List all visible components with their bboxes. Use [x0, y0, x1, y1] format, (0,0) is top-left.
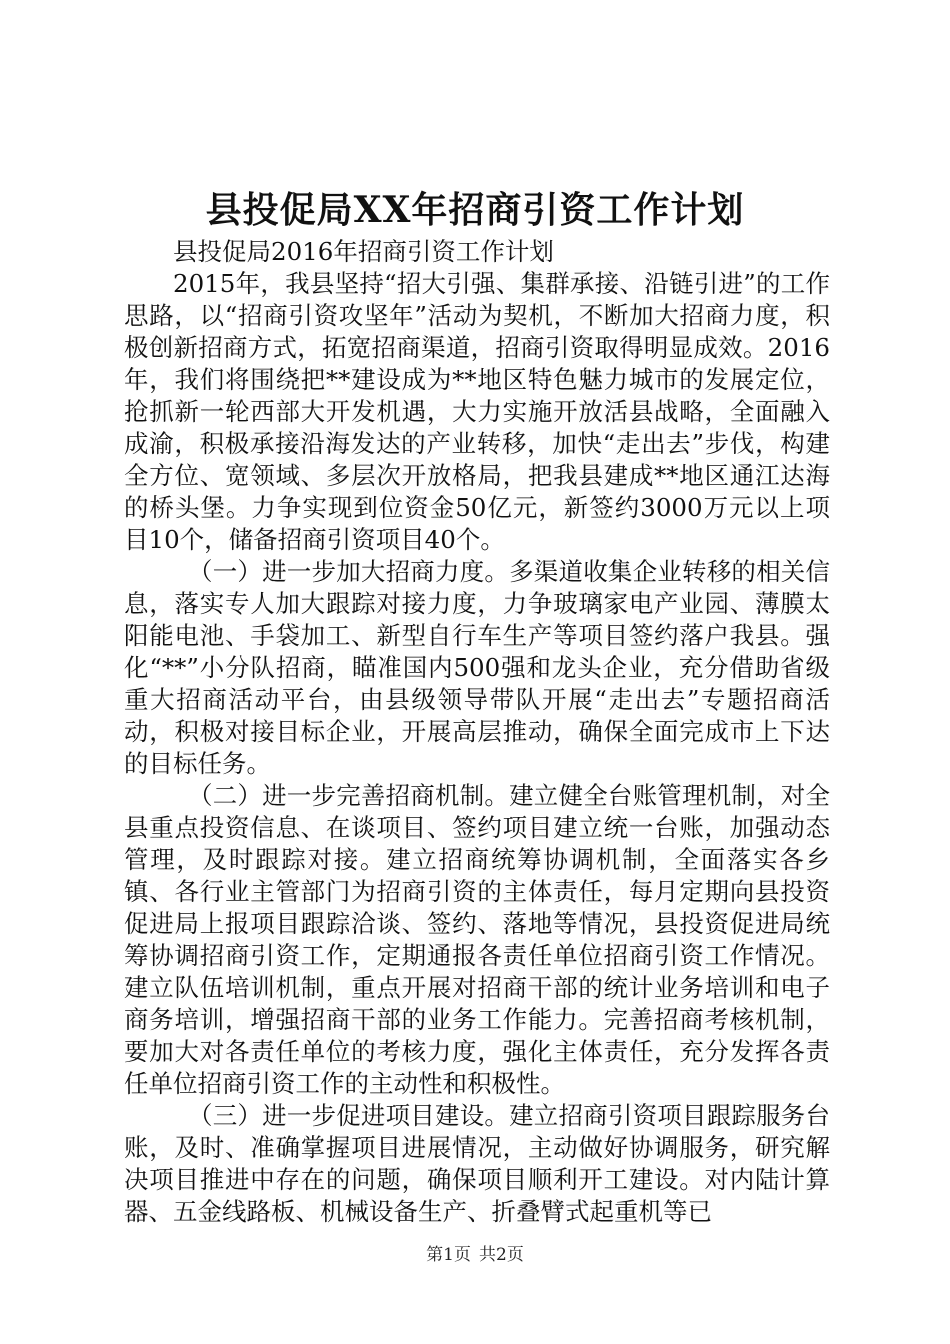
document-body — [124, 236, 830, 1228]
document-title: 县投促局XX年招商引资工作计划 — [205, 189, 745, 231]
page-total: 共2页 — [479, 1245, 524, 1265]
paragraph-intro: 2015年，我县坚持“招大引强、集群承接、沿链引进”的工作思路，以“招商引资攻坚年”活动为契机，不断加大招商力度，积极创新招商方式，拓宽招商渠道，招商引资取得明显成效。2016年，我们将围绕把**建设成为**地区特色魅力城市的发展定位，抢抓新一轮西部大开发机遇，大力实施开放活县战略，全面融入成渝，积极承接沿海发达的产业转移，加快“走出去”步伐，构建全方位、宽领域、多层次开放格局，把我县建成**地区通江达海的桥头堡。力争实现到位资金50亿元，新签约3000万元以上项目10个，储备招商引资项目40个。 — [124, 269, 830, 554]
paragraph-section-2: （二）进一步完善招商机制。建立健全台账管理机制，对全县重点投资信息、在谈项目、签约项目建立统一台账，加强动态管理，及时跟踪对接。建立招商统筹协调机制，全面落实各乡镇、各行业主管部门为招商引资的主体责任，每月定期向县投资促进局上报项目跟踪洽谈、签约、落地等情况，县投资促进局统筹协调招商引资工作，定期通报各责任单位招商引资工作情况。建立队伍培训机制，重点开展对招商干部的统计业务培训和电子商务培训，增强招商干部的业务工作能力。完善招商考核机制，要加大对各责任单位的考核力度，强化主体责任，充分发挥各责任单位招商引资工作的主动性和积极性。 — [124, 781, 830, 1098]
paragraph-section-1: （一）进一步加大招商力度。多渠道收集企业转移的相关信息，落实专人加大跟踪对接力度，力争玻璃家电产业园、薄膜太阳能电池、手袋加工、新型自行车生产等项目签约落户我县。强化“**”小分队招商，瞄准国内500强和龙头企业，充分借助省级重大招商活动平台，由县级领导带队开展“走出去”专题招商活动，积极对接目标企业，开展高层推动，确保全面完成市上下达的目标任务。 — [124, 557, 830, 778]
page-footer — [0, 1243, 950, 1267]
document-subtitle: 县投促局2016年招商引资工作计划 — [173, 237, 554, 266]
paragraph-section-3: （三）进一步促进项目建设。建立招商引资项目跟踪服务台账，及时、准确掌握项目进展情况，主动做好协调服务，研究解决项目推进中存在的问题，确保项目顺利开工建设。对内陆计算器、五金线路板、机械设备生产、折叠臂式起重机等已 — [124, 1101, 830, 1226]
page-number: 第1页 — [426, 1245, 471, 1265]
